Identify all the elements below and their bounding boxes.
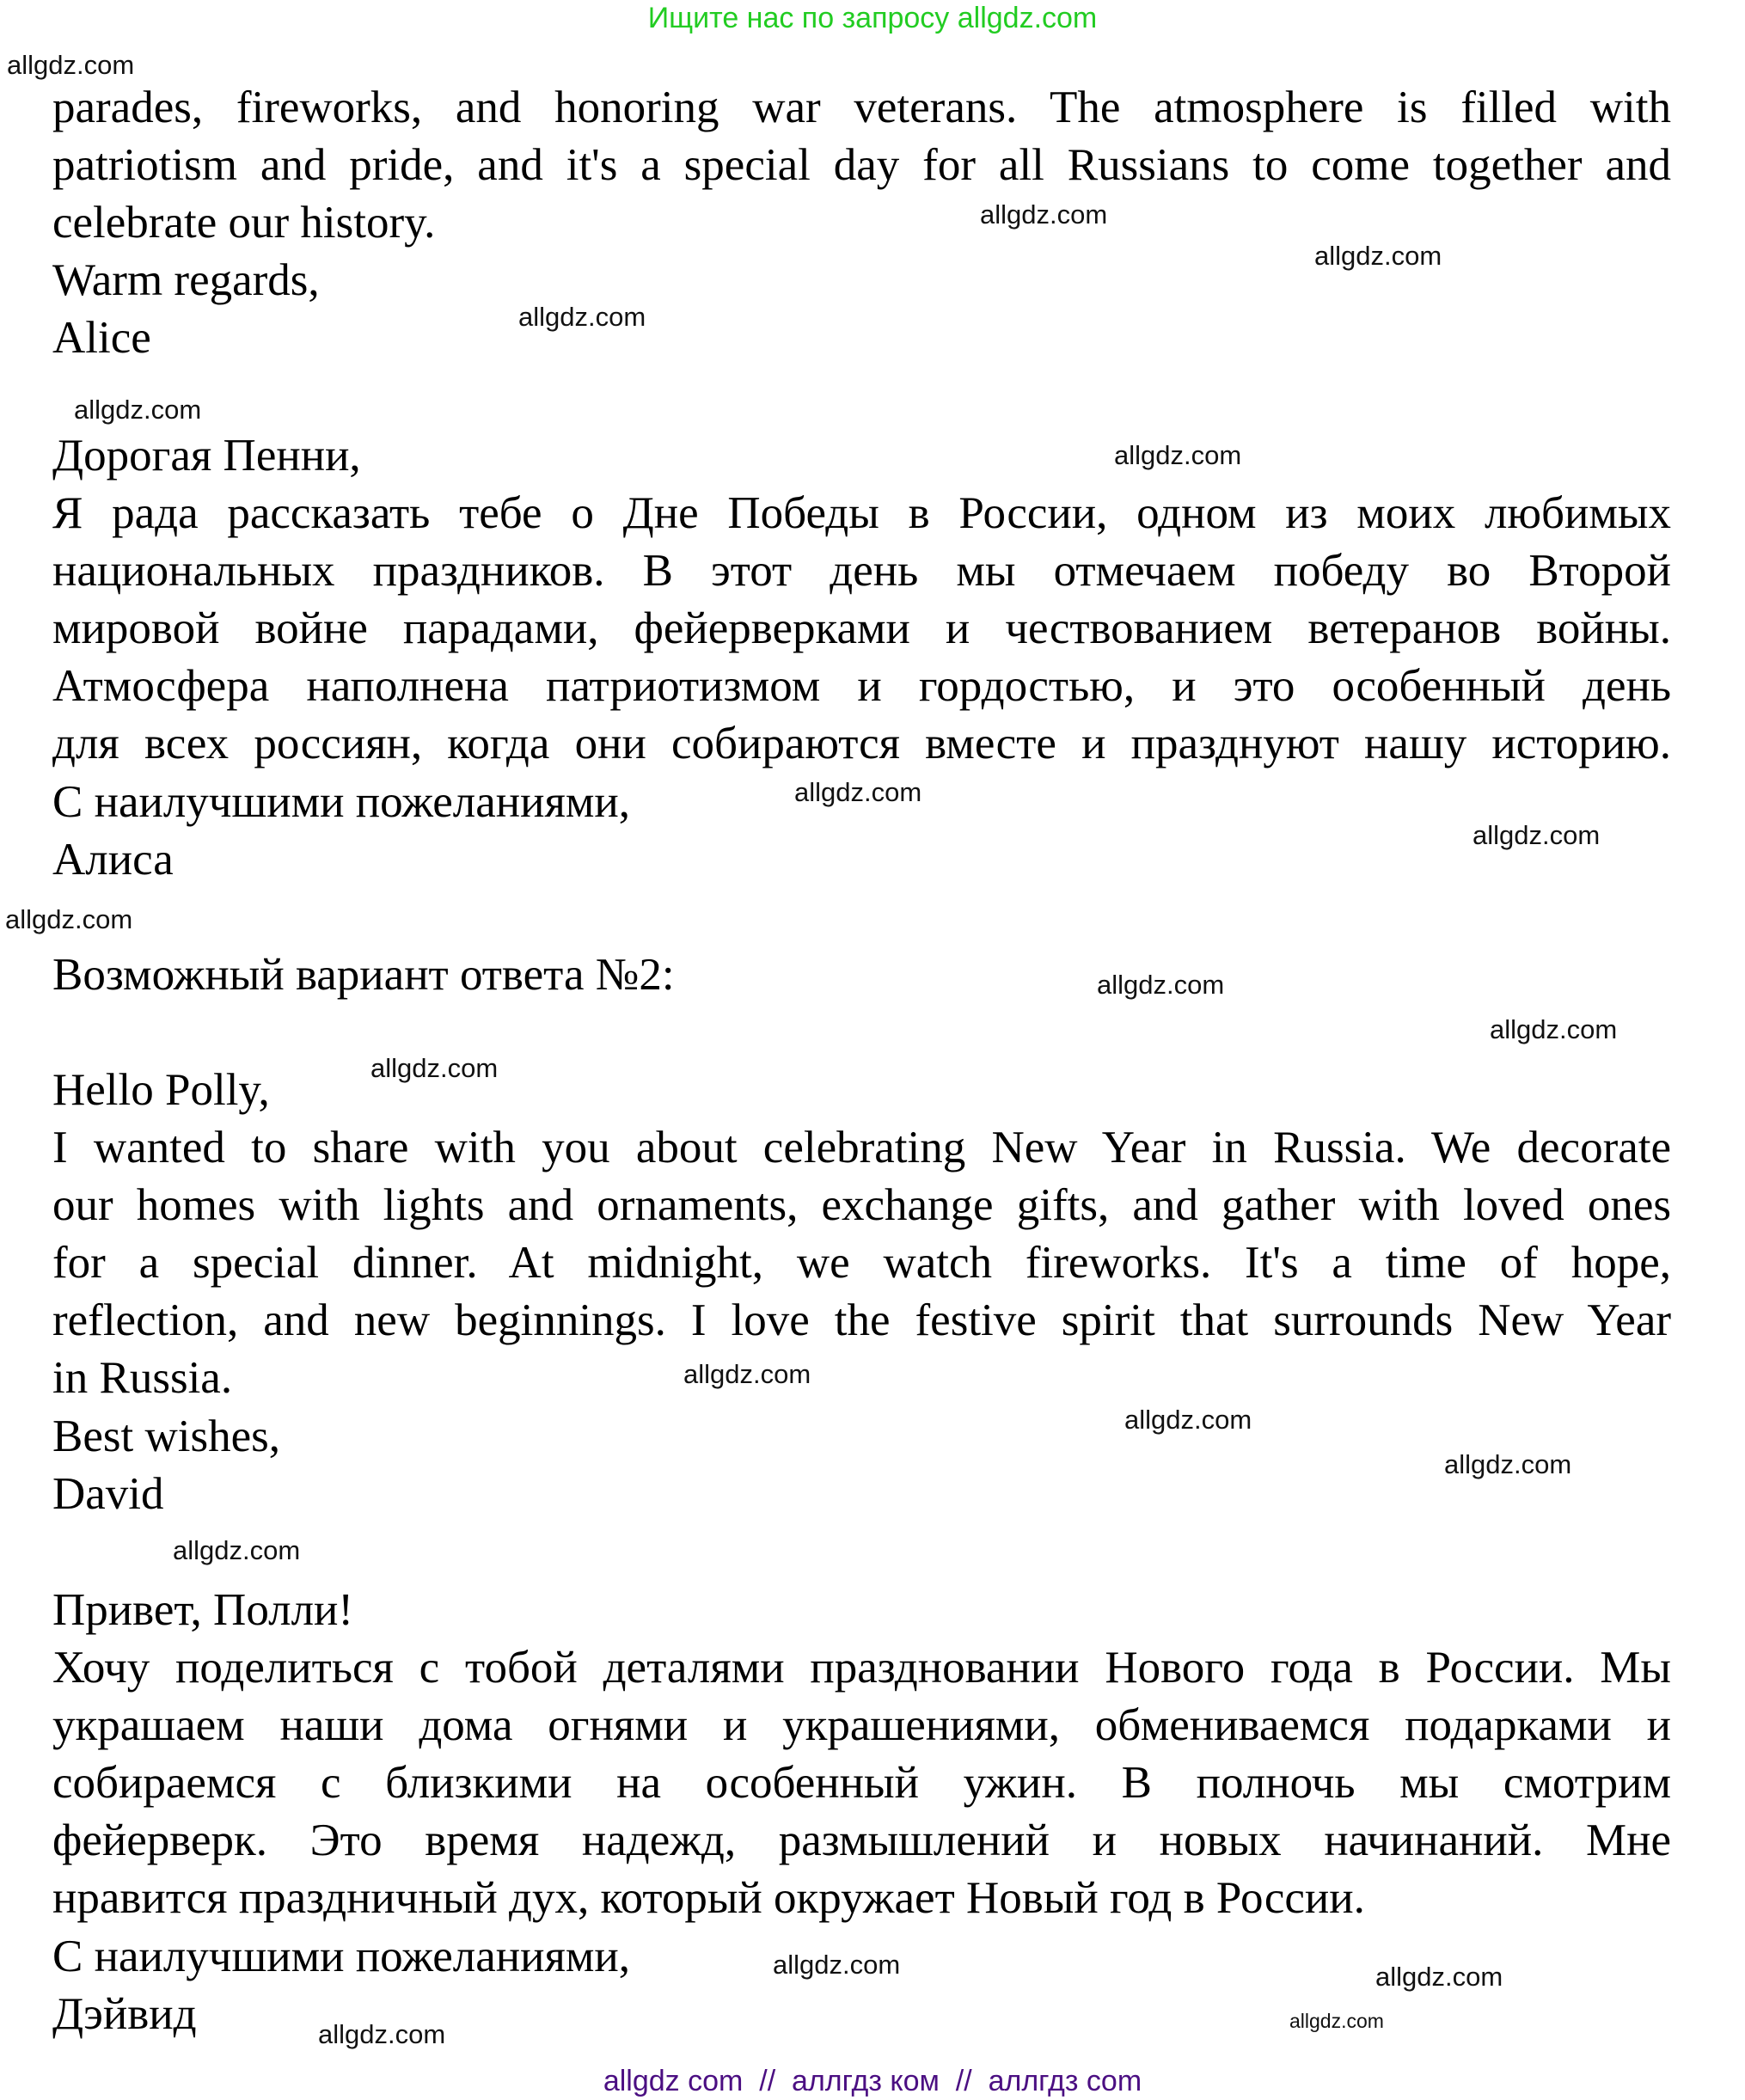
text-line: patriotism and pride, and it's a special day for all Russians to come together and bbox=[52, 140, 1671, 191]
text-line: Я рада рассказать тебе о Дне Победы в России, одном из моих любимых bbox=[52, 488, 1671, 539]
text-line: Best wishes, bbox=[52, 1411, 280, 1461]
letter-english-2 bbox=[52, 1062, 1671, 1523]
text-line: Alice bbox=[52, 313, 151, 364]
text-line: Дорогая Пенни, bbox=[52, 431, 361, 481]
text-line: Алиса bbox=[52, 834, 174, 885]
text-line: in Russia. bbox=[52, 1353, 233, 1404]
text-line: собираемся с близкими на особенный ужин. В полночь мы смотрим bbox=[52, 1758, 1671, 1809]
text-line: for a special dinner. At midnight, we watch fireworks. It's a time of hope, bbox=[52, 1238, 1671, 1289]
watermark: allgdz.com bbox=[1473, 820, 1601, 850]
text-line: нравится праздничный дух, который окружает Новый год в России. bbox=[52, 1873, 1365, 1924]
text-line: parades, fireworks, and honoring war veterans. The atmosphere is filled with bbox=[52, 83, 1671, 132]
watermark: allgdz.com bbox=[1490, 1014, 1618, 1044]
watermark: allgdz.com bbox=[518, 302, 646, 332]
text-line: celebrate our history. bbox=[52, 198, 436, 248]
watermark: allgdz.com bbox=[1375, 1962, 1503, 1992]
watermark: allgdz.com bbox=[1097, 970, 1225, 1000]
watermark: allgdz.com bbox=[773, 1950, 901, 1980]
text-line: our homes with lights and ornaments, exchange gifts, and gather with loved ones bbox=[52, 1180, 1671, 1231]
watermark: allgdz.com bbox=[318, 2019, 446, 2049]
text-line: Warm regards, bbox=[52, 255, 320, 306]
text-line: фейерверк. Это время надежд, размышлений и новых начинаний. Мне bbox=[52, 1815, 1671, 1866]
search-banner: Ищите нас по запросу allgdz.com bbox=[647, 2, 1098, 34]
answer-variant-heading bbox=[52, 946, 1671, 1004]
text-line: Привет, Полли! bbox=[52, 1585, 354, 1635]
text-line: Хочу поделиться с тобой деталями праздновании Нового года в России. Мы bbox=[52, 1643, 1671, 1693]
text-line: национальных праздников. В этот день мы отмечаем победу во Второй bbox=[52, 546, 1671, 597]
watermark: allgdz.com bbox=[794, 777, 922, 807]
watermark: allgdz.com bbox=[74, 395, 202, 425]
watermark: allgdz.com bbox=[5, 904, 133, 934]
text-line: С наилучшими пожеланиями, bbox=[52, 776, 630, 827]
watermark: allgdz.com bbox=[1114, 440, 1242, 470]
watermark: allgdz.com bbox=[683, 1359, 811, 1389]
text-line: I wanted to share with you about celebrating New Year in Russia. We decorate bbox=[52, 1123, 1671, 1173]
watermark: allgdz.com bbox=[1289, 2010, 1384, 2032]
letter-english-1-ending bbox=[52, 79, 1671, 367]
text-line: David bbox=[52, 1468, 164, 1519]
watermark: allgdz.com bbox=[173, 1535, 301, 1565]
watermark: allgdz.com bbox=[370, 1053, 499, 1083]
text-line: Возможный вариант ответа №2: bbox=[52, 950, 675, 1000]
text-line: для всех россиян, когда они собираются вместе и празднуют нашу историю. bbox=[52, 719, 1671, 769]
text-line: украшаем наши дома огнями и украшениями, обмениваемся подарками и bbox=[52, 1700, 1671, 1751]
text-line: С наилучшими пожеланиями, bbox=[52, 1931, 630, 1981]
text-line: Атмосфера наполнена патриотизмом и гордостью, и это особенный день bbox=[52, 661, 1671, 712]
text-line: reflection, and new beginnings. I love the festive spirit that surrounds New Year bbox=[52, 1295, 1671, 1346]
text-line: мировой войне парадами, фейерверками и чествованием ветеранов войны. bbox=[52, 603, 1671, 654]
watermark: allgdz.com bbox=[1124, 1405, 1252, 1435]
text-line: Hello Polly, bbox=[52, 1065, 270, 1115]
watermark: allgdz.com bbox=[1314, 241, 1442, 271]
text-line: Дэйвид bbox=[52, 1988, 197, 2039]
watermark: allgdz.com bbox=[1444, 1449, 1572, 1479]
footer-links: allgdz com // аллгдз ком // аллгдз com bbox=[603, 2065, 1142, 2097]
letter-russian-1 bbox=[52, 427, 1671, 889]
watermark: allgdz.com bbox=[980, 199, 1108, 230]
watermark: allgdz.com bbox=[7, 50, 135, 80]
